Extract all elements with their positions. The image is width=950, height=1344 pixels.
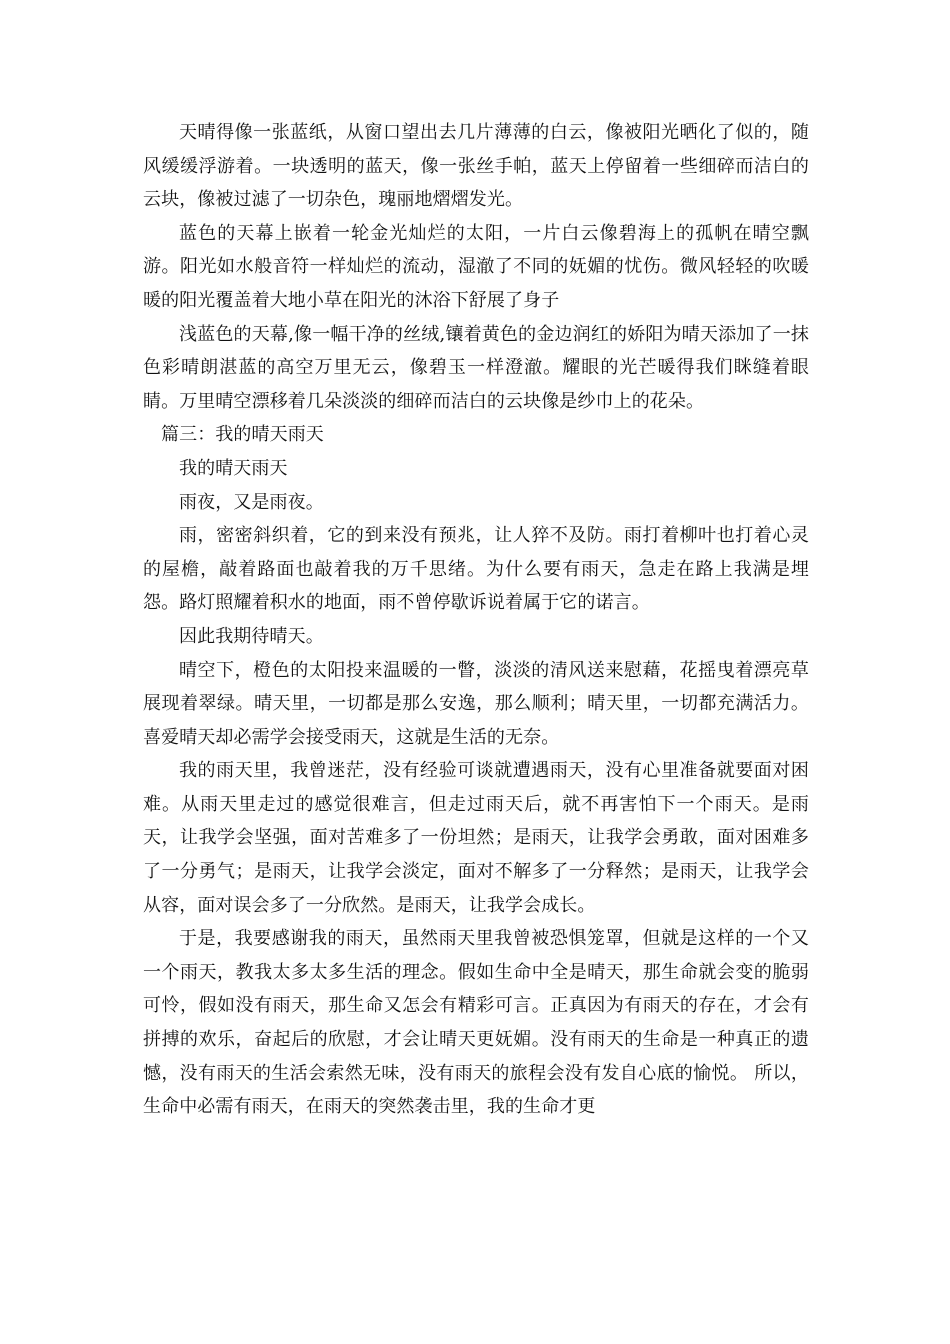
article-title: 我的晴天雨天: [179, 457, 288, 479]
paragraph-rain: 雨，密密斜织着，它的到来没有预兆，让人猝不及防。雨打着柳叶也打着心灵的屋檐，敲着路面也敲着我的万千思绪。为什么要有雨天，急走在路上我满是埋怨。路灯照耀着积水的地面，雨不曾停歇诉说着属于它的诺言。: [143, 525, 809, 614]
paragraph-clear-sky: 晴空下，橙色的太阳投来温暖的一瞥，淡淡的清风送来慰藉，花摇曳着漂亮草展现着翠绿。晴天里，一切都是那么安逸，那么顺利；晴天里，一切都充满活力。 喜爱晴天却必需学会接受雨天，这就是生活的无奈。: [143, 659, 809, 748]
paragraph-light-blue-sky: 浅蓝色的天幕,像一幅干净的丝绒,镶着黄色的金边润红的娇阳为晴天添加了一抹色彩晴朗湛蓝的高空万里无云，像碧玉一样澄澈。耀眼的光芒暖得我们眯缝着眼睛。万里晴空漂移着几朵淡淡的细碎而洁白的云块像是纱巾上的花朵。: [143, 323, 809, 412]
paragraph-sky-paper: 天晴得像一张蓝纸，从窗口望出去几片薄薄的白云，像被阳光晒化了似的，随风缓缓浮游着。一块透明的蓝天，像一张丝手帕，蓝天上停留着一些细碎而洁白的云块，像被过滤了一切杂色，瑰丽地熠熠发光。: [143, 122, 809, 211]
document-body: [143, 116, 809, 1124]
paragraph-rainy-night: 雨夜，又是雨夜。: [179, 491, 324, 513]
paragraph-blue-curtain: 蓝色的天幕上嵌着一轮金光灿烂的太阳，一片白云像碧海上的孤帆在晴空飘游。阳光如水般音符一样灿烂的流动，湿澈了不同的妩媚的忧伤。微风轻轻的吹暖暖的阳光覆盖着大地小草在阳光的沐浴下舒展了身子: [143, 222, 809, 311]
section-heading: 篇三：我的晴天雨天: [161, 424, 324, 446]
paragraph-expect-sunny: 因此我期待晴天。: [179, 625, 324, 647]
paragraph-thank-rain: 于是，我要感谢我的雨天，虽然雨天里我曾被恐惧笼罩，但就是这样的一个又一个雨天，教我太多太多生活的理念。假如生命中全是晴天，那生命就会变的脆弱可怜，假如没有雨天，那生命又怎会有精彩可言。正真因为有雨天的存在，才会有拼搏的欢乐，奋起后的欣慰，才会让晴天更妩媚。没有雨天的生命是一种真正的遗憾，没有雨天的生活会索然无味，没有雨天的旅程会没有发自心底的愉悦。 所以，生命中必需有雨天，在雨天的突然袭击里，我的生命才更: [143, 928, 809, 1118]
paragraph-my-rainy-days: 我的雨天里，我曾迷茫，没有经验可谈就遭遇雨天，没有心里准备就要面对困难。从雨天里走过的感觉很难言，但走过雨天后，就不再害怕下一个雨天。是雨天，让我学会坚强，面对苦难多了一份坦然；是雨天，让我学会勇敢，面对困难多了一分勇气；是雨天，让我学会淡定，面对不解多了一分释然；是雨天，让我学会从容，面对误会多了一分欣然。是雨天，让我学会成长。: [143, 760, 809, 916]
